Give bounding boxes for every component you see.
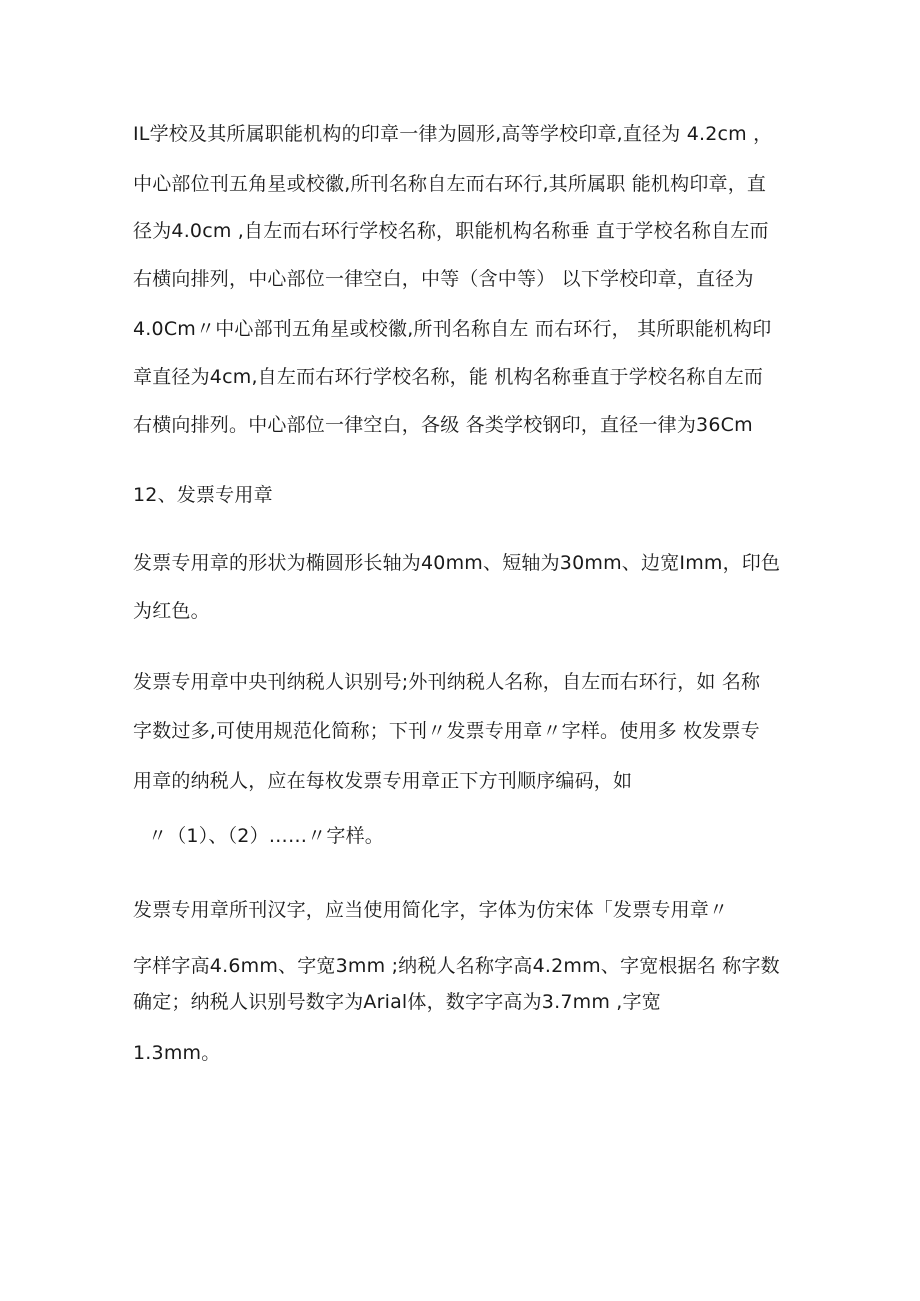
paragraph-1-line-3: 径为4.0cm ,自左而右环行学校名称，职能机构名称垂 直于学校名称自左而 <box>133 220 769 242</box>
paragraph-3-line-3: 用章的纳税人，应在每枚发票专用章正下方刊顺序编码，如 <box>133 770 633 792</box>
paragraph-2-line-2: 为红色。 <box>133 600 210 622</box>
paragraph-5-line-1: 字样字高4.6mm、字宽3mm ;纳税人名称字高4.2mm、字宽根据名 称字数 <box>133 955 780 977</box>
paragraph-1-line-7: 右横向排列。中心部位一律空白，各级 各类学校钢印，直径一律为36Cm <box>133 414 753 436</box>
paragraph-2-line-1: 发票专用章的形状为椭圆形长轴为40mm、短轴为30mm、边宽Imm，印色 <box>133 552 781 574</box>
paragraph-1-line-2: 中心部位刊五角星或校徽,所刊名称自左而右环行,其所属职 能机构印章，直 <box>133 173 767 195</box>
paragraph-1-line-4: 右横向排列，中心部位一律空白，中等（含中等） 以下学校印章，直径为 <box>133 268 754 290</box>
paragraph-3-line-1: 发票专用章中央刊纳税人识别号;外刊纳税人名称，自左而右环行，如 名称 <box>133 671 761 693</box>
paragraph-3-line-4: 〃（1）、（2）……〃字样。 <box>148 825 384 847</box>
paragraph-5-line-2: 确定；纳税人识别号数字为Arial体，数字字高为3.7mm ,字宽 <box>133 991 661 1013</box>
paragraph-1-line-1: IL学校及其所属职能机构的印章一律为圆形,高等学校印章,直径为 4.2cm ， <box>133 123 773 145</box>
paragraph-4-line-1: 发票专用章所刊汉字，应当使用简化字，字体为仿宋体「发票专用章〃 <box>133 899 729 921</box>
paragraph-3-line-2: 字数过多,可使用规范化简称；下刊〃发票专用章〃字样。使用多 枚发票专 <box>133 720 760 742</box>
paragraph-1-line-5: 4.0Cm〃中心部刊五角星或校徽,所刊名称自左 而右环行， 其所职能机构印 <box>133 318 772 340</box>
paragraph-1-line-6: 章直径为4cm,自左而右环行学校名称，能 机构名称垂直于学校名称自左而 <box>133 366 764 388</box>
paragraph-5-line-3: 1.3mm。 <box>133 1042 221 1064</box>
section-heading: 12、发票专用章 <box>133 484 273 506</box>
